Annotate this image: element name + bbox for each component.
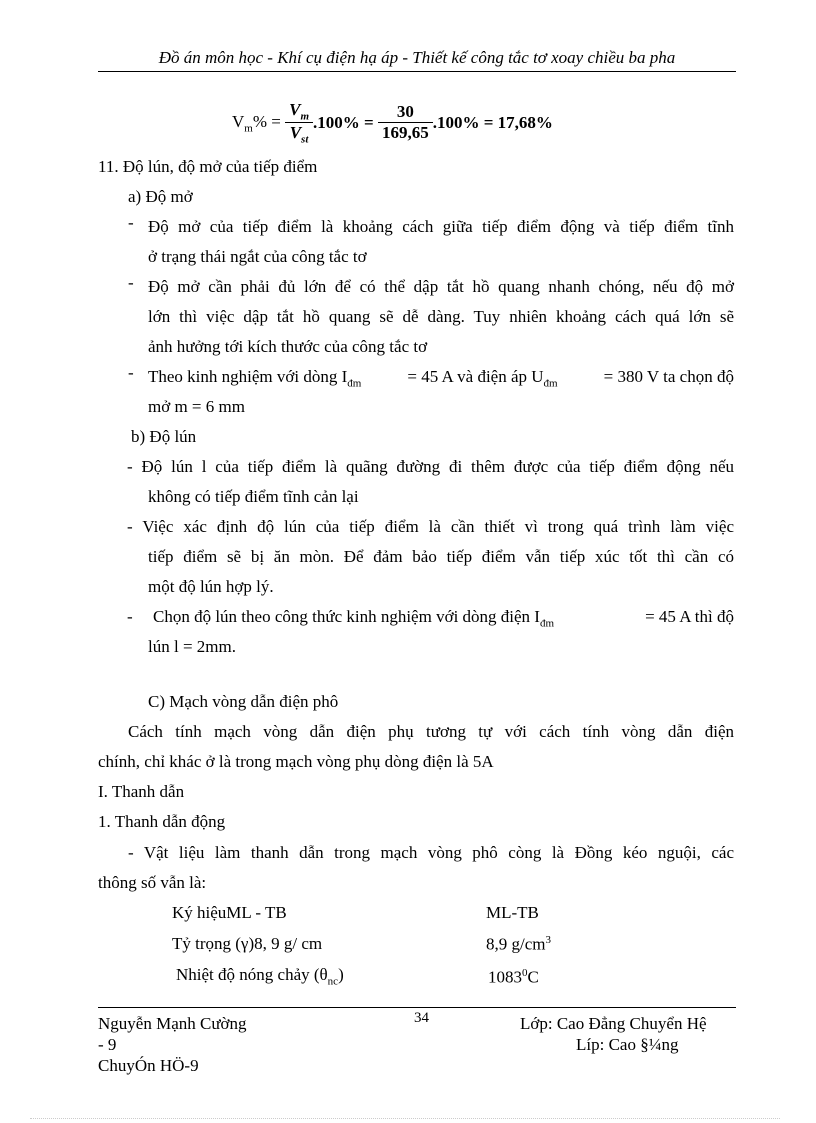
footer-rule — [98, 1007, 736, 1008]
header-rule — [98, 71, 736, 72]
formula-fraction-2: $\frac{30}{169,65}$ — [378, 102, 433, 143]
para-b2-line2: tiếp điểm sẽ bị ăn mòn. Để đảm bảo tiếp điểm vẫn tiếp xúc tốt thì cần có — [148, 547, 734, 566]
property-label: Tỷ trọng (γ)8, 9 g/ cm — [172, 934, 323, 953]
heading-thanh-dan: I. Thanh dẫn — [98, 782, 185, 801]
heading-thanh-dan-dong: 1. Thanh dẫn động — [98, 812, 226, 831]
subsection-b-title: b) Độ lún — [131, 427, 197, 446]
property-value: ML-TB — [486, 903, 539, 922]
para-b2-line3: một độ lún hợp lý. — [148, 577, 274, 596]
bullet-dash: - — [128, 363, 134, 382]
para-b3-line2: lún l = 2mm. — [148, 637, 236, 656]
para-a2-line2: lớn thì việc dập tắt hồ quang sẽ dễ dàng. Tuy nhiên khoảng cách quá lớn sẽ — [148, 307, 734, 326]
section-11-title: 11. Độ lún, độ mở của tiếp điểm — [98, 157, 318, 176]
para-c1-line1: Cách tính mạch vòng dẫn điện phụ tương tự với cách tính vòng dẫn điện — [128, 722, 734, 741]
bullet-dash: - — [128, 213, 134, 232]
section-c-title: C) Mạch vòng dẫn điện phô — [148, 692, 339, 711]
para-b1-line2: không có tiếp điểm tĩnh cản lại — [148, 487, 359, 506]
property-label: Ký hiệuML - TB — [172, 903, 287, 922]
page-edge-dotted-rule — [30, 1118, 780, 1119]
para-a1-line1: Độ mở của tiếp điểm là khoảng cách giữa tiếp điểm động và tiếp điểm tĩnh — [148, 217, 734, 236]
formula-fraction-1: $\frac{V_m}{V_{st}}$ — [285, 100, 313, 146]
bullet-dash: - — [127, 607, 133, 626]
para-a3-line1: Theo kinh nghiệm với dòng $I_{đm}$ = 45 A và điện áp $U_{đm}$ = 380 V ta chọn độ — [148, 367, 734, 390]
bullet-dash: - — [128, 273, 134, 292]
page-header: Đồ án môn học - Khí cụ điện hạ áp - Thiết kế công tắc tơ xoay chiều ba pha — [158, 48, 676, 67]
para-c1-line2: chính, chỉ khác ở là trong mạch vòng phụ dòng điện là 5A — [98, 752, 494, 771]
para-a1-line2: ở trạng thái ngắt của công tắc tơ — [148, 247, 367, 266]
para-b1-line1: - Độ lún l của tiếp điểm là quãng đường đi thêm được của tiếp điểm động nếu — [127, 457, 734, 476]
property-label: Nhiệt độ nóng chảy $(\theta_{nc})$ — [176, 965, 344, 988]
para-c2-line1: - Vật liệu làm thanh dẫn trong mạch vòng phô còng là Đồng kéo nguội, các — [128, 843, 734, 862]
property-value: 1083$^0$C — [488, 967, 539, 987]
para-a2-line3: ảnh hưởng tới kích thước của công tắc tơ — [148, 337, 428, 356]
property-value: 8,9 $g/cm^3$ — [486, 934, 551, 954]
formula-lhs: $V_m\%$ = — [232, 111, 281, 135]
page-number: 34 — [414, 1010, 429, 1026]
para-b2-line1: - Việc xác định độ lún của tiếp điểm là cần thiết vì trong quá trình làm việc — [127, 517, 734, 536]
footer-author-line2: - 9 — [98, 1035, 117, 1054]
para-b3-line1: Chọn độ lún theo công thức kinh nghiệm với dòng điện $I_{đm}$ = 45 A thì độ — [153, 607, 734, 630]
footer-class-line2: Líp: Cao §¼ng — [576, 1035, 679, 1054]
footer-author-line3: ChuyÓn HÖ-9 — [98, 1056, 199, 1075]
footer-author: Nguyễn Mạnh Cường — [98, 1014, 247, 1033]
formula: $V_m\%$ = $\frac{V_m}{V_{st}}$ .100% = $\frac{30}{169,65}$ .100% = 17,68% — [232, 100, 553, 146]
para-a3-line2: mở m = 6 mm — [148, 397, 245, 416]
para-a2-line1: Độ mở cần phải đủ lớn để có thể dập tắt hồ quang nhanh chóng, nếu độ mở — [148, 277, 734, 296]
footer-class: Lớp: Cao Đẳng Chuyển Hệ — [520, 1014, 707, 1033]
subsection-a-title: a) Độ mở — [128, 187, 193, 206]
para-c2-line2: thông số vẫn là: — [98, 873, 207, 892]
